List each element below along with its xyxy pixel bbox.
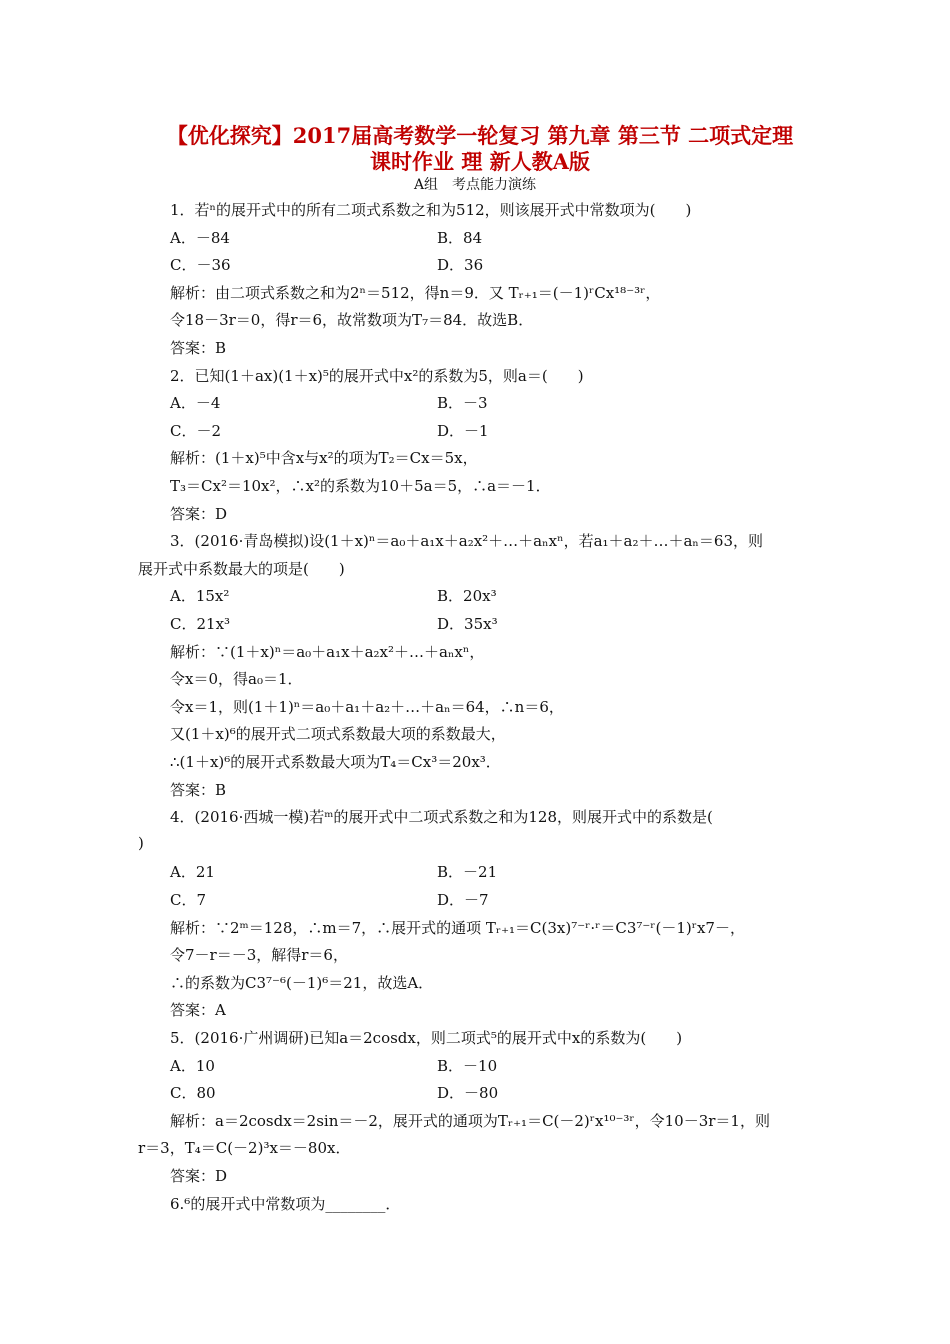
- text-line: 解析：∵(1＋x)ⁿ＝a₀＋a₁x＋a₂x²＋…＋aₙxⁿ，: [170, 643, 485, 661]
- text-line: ): [138, 834, 144, 852]
- text-line: 解析：∵2ᵐ＝128，∴m＝7，∴展开式的通项 Tᵣ₊₁＝C(3x)⁷⁻ʳ·ʳ＝C3⁷⁻ʳ(－1)ʳx7－，: [170, 919, 745, 937]
- option-right-column: B．－10: [437, 1057, 498, 1075]
- text-line: 1．若ⁿ的展开式中的所有二项式系数之和为512，则该展开式中常数项为( ): [170, 201, 692, 219]
- option-right-column: D．－1: [437, 422, 489, 440]
- text-line: A．21: [170, 863, 215, 881]
- option-right-column: B．20x³: [437, 587, 497, 605]
- text-line: 2．已知(1＋ax)(1＋x)⁵的展开式中x²的系数为5，则a＝( ): [170, 367, 584, 385]
- option-right-column: B．84: [437, 229, 483, 247]
- text-line: A．15x²: [170, 587, 230, 605]
- text-line: A．－84: [170, 229, 230, 247]
- text-line: 答案：D: [170, 505, 228, 523]
- text-line: 令x＝0，得a₀＝1．: [170, 670, 303, 688]
- text-line: 答案：D: [170, 1167, 228, 1185]
- document-title-line-2: 课时作业 理 新人教A版: [370, 149, 590, 174]
- text-line: T₃＝Cx²＝10x²，∴x²的系数为10＋5a＝5，∴a＝－1．: [170, 477, 551, 495]
- option-right-column: D．－7: [437, 891, 489, 909]
- document-title-line-1: 【优化探究】2017届高考数学一轮复习 第九章 第三节 二项式定理: [166, 123, 794, 148]
- text-line: 解析：a＝2cosdx＝2sin＝－2，展开式的通项为Tᵣ₊₁＝C(－2)ʳx¹⁰⁻³ʳ，令10－3r＝1，则: [170, 1112, 770, 1130]
- text-line: r＝3，T₄＝C(－2)³x＝－80x．: [138, 1139, 351, 1157]
- option-right-column: B．－21: [437, 863, 498, 881]
- option-right-column: D．36: [437, 256, 484, 274]
- text-line: 令18－3r＝0，得r＝6，故常数项为T₇＝84．故选B．: [170, 311, 534, 329]
- text-line: 答案：B: [170, 339, 227, 357]
- text-line: A．－4: [170, 394, 221, 412]
- option-right-column: D．35x³: [437, 615, 498, 633]
- option-right-column: D．－80: [437, 1084, 499, 1102]
- text-line: ∴(1＋x)⁶的展开式系数最大项为T₄＝Cx³＝20x³．: [170, 753, 501, 771]
- option-right-column: B．－3: [437, 394, 488, 412]
- text-line: 令7－r＝－3，解得r＝6，: [170, 946, 348, 964]
- text-line: A．10: [170, 1057, 215, 1075]
- text-line: ∴的系数为C3⁷⁻⁶(－1)⁶＝21，故选A．: [170, 974, 434, 992]
- text-line: 又(1＋x)⁶的展开式二项式系数最大项的系数最大，: [170, 725, 506, 743]
- text-line: C．－36: [170, 256, 231, 274]
- text-line: 令x＝1，则(1＋1)ⁿ＝a₀＋a₁＋a₂＋…＋aₙ＝64，∴n＝6，: [170, 698, 564, 716]
- text-line: 3．(2016·青岛模拟)设(1＋x)ⁿ＝a₀＋a₁x＋a₂x²＋…＋aₙxⁿ，若a₁＋a₂＋…＋aₙ＝63，则: [170, 532, 764, 550]
- text-line: 答案：B: [170, 781, 227, 799]
- text-line: 答案：A: [170, 1001, 226, 1019]
- text-line: C．21x³: [170, 615, 231, 633]
- text-line: 6.⁶的展开式中常数项为________．: [170, 1195, 401, 1213]
- section-heading: A组 考点能力演练: [413, 177, 537, 193]
- text-line: 展开式中系数最大的项是( ): [138, 560, 345, 578]
- text-line: C．80: [170, 1084, 216, 1102]
- text-line: C．－2: [170, 422, 222, 440]
- text-line: C．7: [170, 891, 207, 909]
- text-line: 5．(2016·广州调研)已知a＝2cosdx，则二项式⁵的展开式中x的系数为( ): [170, 1029, 683, 1047]
- text-line: 解析：由二项式系数之和为2ⁿ＝512，得n＝9．又 Tᵣ₊₁＝(－1)ʳCx¹⁸⁻³ʳ，: [170, 284, 661, 302]
- text-line: 解析：(1＋x)⁵中含x与x²的项为T₂＝Cx＝5x，: [170, 449, 478, 467]
- text-line: 4．(2016·西城一模)若ᵐ的展开式中二项式系数之和为128，则展开式中的系数是(: [170, 808, 713, 826]
